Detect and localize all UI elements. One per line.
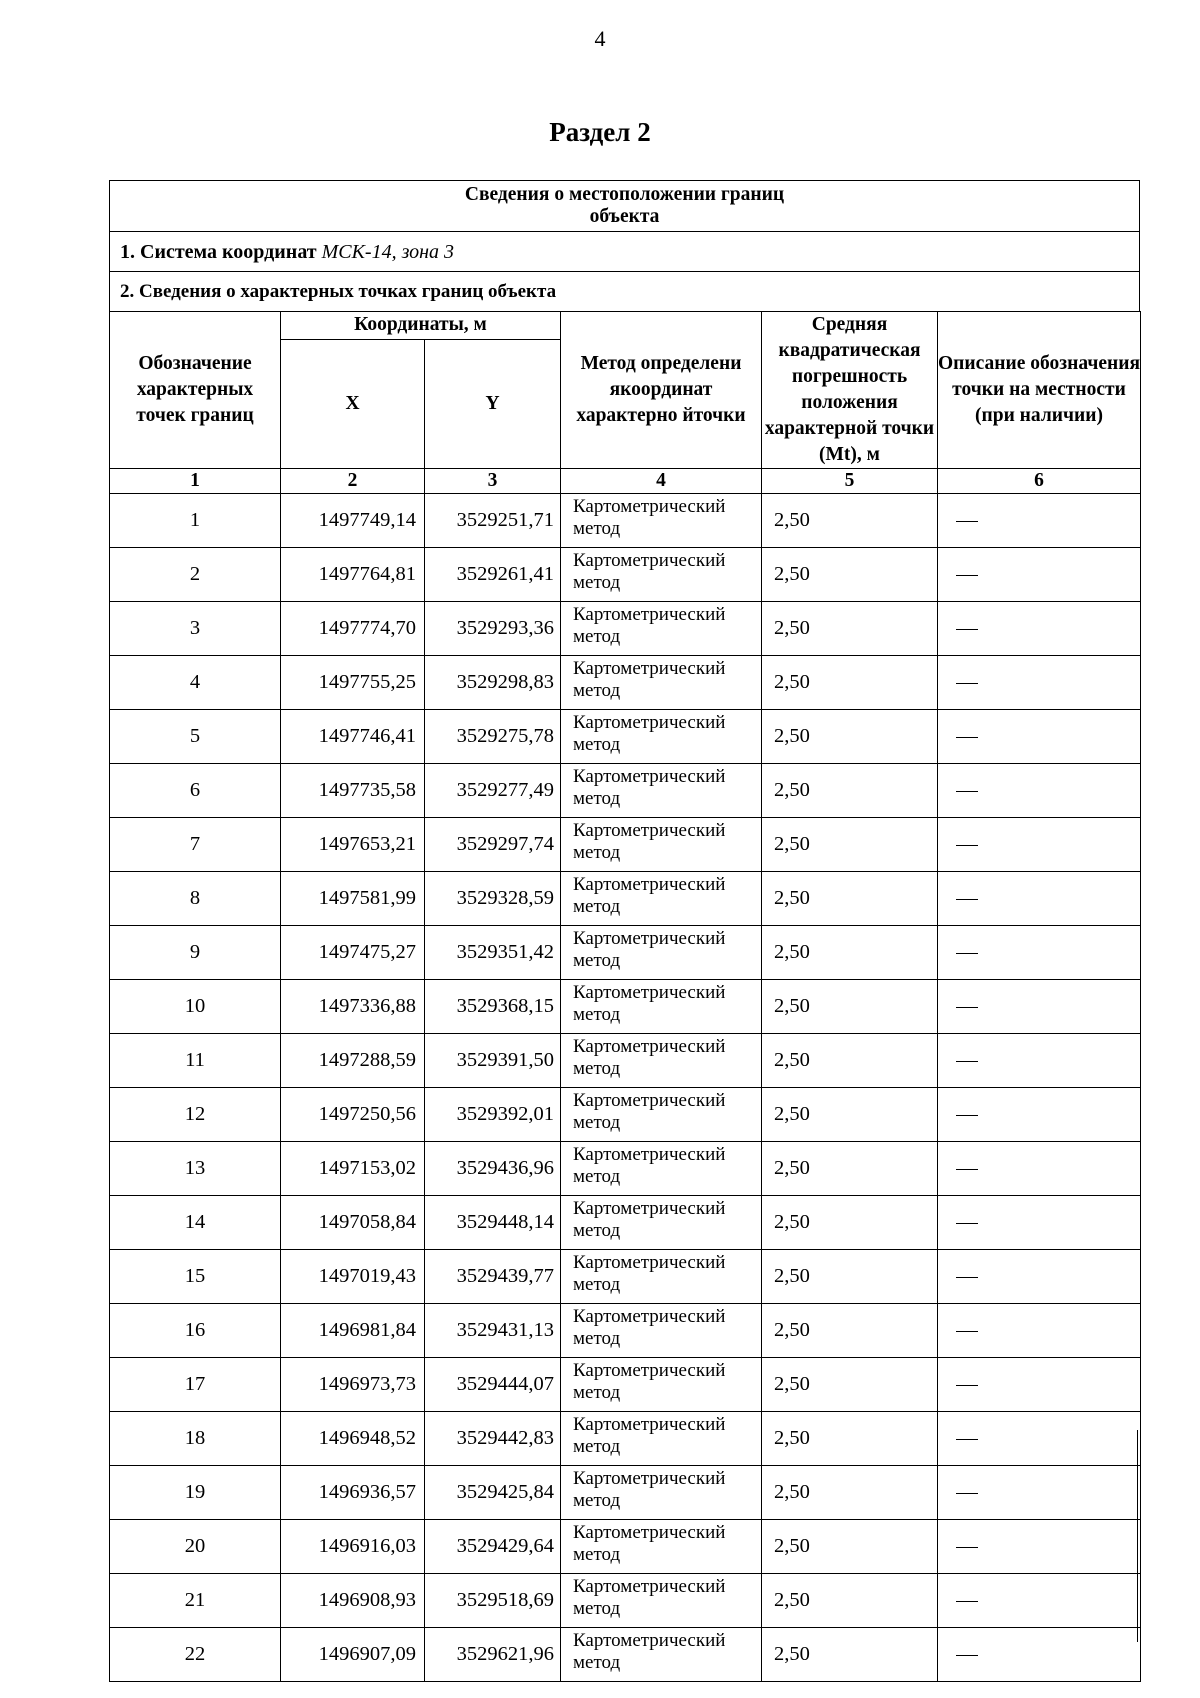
point-number-cell: 17 bbox=[110, 1358, 281, 1412]
description-cell bbox=[938, 1358, 1141, 1412]
column-header-x: X bbox=[281, 339, 425, 468]
dash-mark bbox=[956, 1547, 978, 1548]
error-cell: 2,50 bbox=[762, 818, 938, 872]
dash-mark bbox=[956, 791, 978, 792]
table-row bbox=[110, 548, 1141, 602]
method-cell: Картометрический метод bbox=[561, 710, 762, 764]
column-number: 5 bbox=[762, 469, 938, 494]
table-title-line1: Сведения о местоположении границ bbox=[464, 184, 785, 205]
y-coordinate-cell: 3529328,59 bbox=[425, 872, 561, 926]
x-coordinate-cell: 1497336,88 bbox=[281, 980, 425, 1034]
y-coordinate-cell: 3529448,14 bbox=[425, 1196, 561, 1250]
y-coordinate-cell: 3529351,42 bbox=[425, 926, 561, 980]
dash-mark bbox=[956, 521, 978, 522]
dash-mark bbox=[956, 1115, 978, 1116]
method-cell: Картометрический метод bbox=[561, 818, 762, 872]
dash-mark bbox=[956, 629, 978, 630]
column-header-description: Описание обозначения точки на местности (при наличии) bbox=[938, 312, 1141, 469]
dash-mark bbox=[956, 1439, 978, 1440]
page-number: 4 bbox=[594, 26, 606, 51]
point-number-cell: 13 bbox=[110, 1142, 281, 1196]
x-coordinate-cell: 1497764,81 bbox=[281, 548, 425, 602]
boundary-table bbox=[109, 180, 1140, 1673]
column-header-y: Y bbox=[425, 339, 561, 468]
coordinate-system-label: 1. Система координат bbox=[120, 241, 317, 263]
table-title bbox=[109, 180, 1140, 232]
description-cell bbox=[938, 1034, 1141, 1088]
error-cell: 2,50 bbox=[762, 1142, 938, 1196]
dash-mark bbox=[956, 1169, 978, 1170]
description-cell bbox=[938, 764, 1141, 818]
method-cell: Картометрический метод bbox=[561, 1304, 762, 1358]
point-number-cell: 21 bbox=[110, 1574, 281, 1628]
point-number-cell: 1 bbox=[110, 494, 281, 548]
method-cell: Картометрический метод bbox=[561, 872, 762, 926]
method-cell: Картометрический метод bbox=[561, 926, 762, 980]
method-cell: Картометрический метод bbox=[561, 1520, 762, 1574]
dash-mark bbox=[956, 575, 978, 576]
dash-mark bbox=[956, 845, 978, 846]
description-cell bbox=[938, 710, 1141, 764]
y-coordinate-cell: 3529442,83 bbox=[425, 1412, 561, 1466]
error-cell: 2,50 bbox=[762, 1304, 938, 1358]
table-row bbox=[110, 980, 1141, 1034]
dash-mark bbox=[956, 953, 978, 954]
description-cell bbox=[938, 1142, 1141, 1196]
method-cell: Картометрический метод bbox=[561, 1466, 762, 1520]
method-cell: Картометрический метод bbox=[561, 1196, 762, 1250]
description-cell bbox=[938, 1574, 1141, 1628]
column-number: 3 bbox=[425, 469, 561, 494]
point-number-cell: 16 bbox=[110, 1304, 281, 1358]
point-number-cell: 12 bbox=[110, 1088, 281, 1142]
x-coordinate-cell: 1497058,84 bbox=[281, 1196, 425, 1250]
error-cell: 2,50 bbox=[762, 1466, 938, 1520]
description-cell bbox=[938, 1628, 1141, 1682]
error-cell: 2,50 bbox=[762, 872, 938, 926]
method-cell: Картометрический метод bbox=[561, 494, 762, 548]
dash-mark bbox=[956, 1061, 978, 1062]
description-cell bbox=[938, 1196, 1141, 1250]
description-cell bbox=[938, 1412, 1141, 1466]
x-coordinate-cell: 1496908,93 bbox=[281, 1574, 425, 1628]
dash-mark bbox=[956, 1331, 978, 1332]
dash-mark bbox=[956, 1223, 978, 1224]
x-coordinate-cell: 1497581,99 bbox=[281, 872, 425, 926]
point-number-cell: 19 bbox=[110, 1466, 281, 1520]
point-number-cell: 20 bbox=[110, 1520, 281, 1574]
table-row bbox=[110, 1142, 1141, 1196]
x-coordinate-cell: 1497288,59 bbox=[281, 1034, 425, 1088]
point-number-cell: 2 bbox=[110, 548, 281, 602]
y-coordinate-cell: 3529261,41 bbox=[425, 548, 561, 602]
error-cell: 2,50 bbox=[762, 1196, 938, 1250]
description-cell bbox=[938, 494, 1141, 548]
y-coordinate-cell: 3529298,83 bbox=[425, 656, 561, 710]
x-coordinate-cell: 1497475,27 bbox=[281, 926, 425, 980]
description-cell bbox=[938, 1466, 1141, 1520]
y-coordinate-cell: 3529277,49 bbox=[425, 764, 561, 818]
x-coordinate-cell: 1497653,21 bbox=[281, 818, 425, 872]
table-row bbox=[110, 926, 1141, 980]
y-coordinate-cell: 3529425,84 bbox=[425, 1466, 561, 1520]
coordinate-system-row bbox=[109, 231, 1140, 272]
point-number-cell: 10 bbox=[110, 980, 281, 1034]
error-cell: 2,50 bbox=[762, 1574, 938, 1628]
y-coordinate-cell: 3529293,36 bbox=[425, 602, 561, 656]
error-cell: 2,50 bbox=[762, 1250, 938, 1304]
error-cell: 2,50 bbox=[762, 494, 938, 548]
x-coordinate-cell: 1496907,09 bbox=[281, 1628, 425, 1682]
column-number: 6 bbox=[938, 469, 1141, 494]
point-number-cell: 15 bbox=[110, 1250, 281, 1304]
column-header-coordinates: Координаты, м bbox=[281, 312, 561, 340]
point-number-cell: 14 bbox=[110, 1196, 281, 1250]
x-coordinate-cell: 1496916,03 bbox=[281, 1520, 425, 1574]
y-coordinate-cell: 3529251,71 bbox=[425, 494, 561, 548]
description-cell bbox=[938, 1250, 1141, 1304]
point-number-cell: 8 bbox=[110, 872, 281, 926]
point-number-cell: 3 bbox=[110, 602, 281, 656]
point-number-cell: 9 bbox=[110, 926, 281, 980]
table-row bbox=[110, 1628, 1141, 1682]
point-number-cell: 11 bbox=[110, 1034, 281, 1088]
error-cell: 2,50 bbox=[762, 1628, 938, 1682]
table-row bbox=[110, 1574, 1141, 1628]
table-row bbox=[110, 1466, 1141, 1520]
dash-mark bbox=[956, 1655, 978, 1656]
table-row bbox=[110, 1034, 1141, 1088]
description-cell bbox=[938, 980, 1141, 1034]
x-coordinate-cell: 1497153,02 bbox=[281, 1142, 425, 1196]
x-coordinate-cell: 1497019,43 bbox=[281, 1250, 425, 1304]
error-cell: 2,50 bbox=[762, 656, 938, 710]
point-number-cell: 18 bbox=[110, 1412, 281, 1466]
table-row bbox=[110, 1520, 1141, 1574]
method-cell: Картометрический метод bbox=[561, 1088, 762, 1142]
x-coordinate-cell: 1497749,14 bbox=[281, 494, 425, 548]
dash-mark bbox=[956, 1493, 978, 1494]
table-row bbox=[110, 1250, 1141, 1304]
x-coordinate-cell: 1497755,25 bbox=[281, 656, 425, 710]
points-heading: 2. Сведения о характерных точках границ объекта bbox=[109, 271, 1140, 312]
x-coordinate-cell: 1496936,57 bbox=[281, 1466, 425, 1520]
description-cell bbox=[938, 1304, 1141, 1358]
column-number: 4 bbox=[561, 469, 762, 494]
error-cell: 2,50 bbox=[762, 710, 938, 764]
dash-mark bbox=[956, 899, 978, 900]
y-coordinate-cell: 3529368,15 bbox=[425, 980, 561, 1034]
table-row bbox=[110, 494, 1141, 548]
method-cell: Картометрический метод bbox=[561, 1358, 762, 1412]
method-cell: Картометрический метод bbox=[561, 656, 762, 710]
error-cell: 2,50 bbox=[762, 764, 938, 818]
x-coordinate-cell: 1496948,52 bbox=[281, 1412, 425, 1466]
column-header-designation: Обозначение характерных точек границ bbox=[110, 312, 281, 469]
method-cell: Картометрический метод bbox=[561, 1034, 762, 1088]
coordinate-system-value: МСК-14, зона 3 bbox=[321, 241, 455, 263]
dash-mark bbox=[956, 737, 978, 738]
description-cell bbox=[938, 602, 1141, 656]
description-cell bbox=[938, 656, 1141, 710]
column-header-error bbox=[762, 312, 938, 469]
method-cell: Картометрический метод bbox=[561, 602, 762, 656]
section-title: Раздел 2 bbox=[549, 117, 651, 147]
table-row bbox=[110, 656, 1141, 710]
table-row bbox=[110, 602, 1141, 656]
method-cell: Картометрический метод bbox=[561, 1574, 762, 1628]
x-coordinate-cell: 1496973,73 bbox=[281, 1358, 425, 1412]
table-row bbox=[110, 1304, 1141, 1358]
y-coordinate-cell: 3529436,96 bbox=[425, 1142, 561, 1196]
table-row bbox=[110, 1358, 1141, 1412]
description-cell bbox=[938, 872, 1141, 926]
description-cell bbox=[938, 818, 1141, 872]
y-coordinate-cell: 3529431,13 bbox=[425, 1304, 561, 1358]
point-number-cell: 22 bbox=[110, 1628, 281, 1682]
dash-mark bbox=[956, 1277, 978, 1278]
method-cell: Картометрический метод bbox=[561, 1412, 762, 1466]
point-number-cell: 5 bbox=[110, 710, 281, 764]
dash-mark bbox=[956, 1385, 978, 1386]
method-cell: Картометрический метод bbox=[561, 548, 762, 602]
description-cell bbox=[938, 926, 1141, 980]
error-cell: 2,50 bbox=[762, 1520, 938, 1574]
error-cell: 2,50 bbox=[762, 1358, 938, 1412]
error-cell: 2,50 bbox=[762, 1412, 938, 1466]
dash-mark bbox=[956, 1007, 978, 1008]
y-coordinate-cell: 3529297,74 bbox=[425, 818, 561, 872]
column-header-method: Метод определени якоординат характерно йточки bbox=[561, 312, 762, 469]
error-cell: 2,50 bbox=[762, 548, 938, 602]
right-double-border bbox=[1137, 1430, 1141, 1642]
table-row bbox=[110, 818, 1141, 872]
error-cell: 2,50 bbox=[762, 1034, 938, 1088]
description-cell bbox=[938, 548, 1141, 602]
x-coordinate-cell: 1496981,84 bbox=[281, 1304, 425, 1358]
x-coordinate-cell: 1497250,56 bbox=[281, 1088, 425, 1142]
y-coordinate-cell: 3529275,78 bbox=[425, 710, 561, 764]
point-number-cell: 7 bbox=[110, 818, 281, 872]
y-coordinate-cell: 3529444,07 bbox=[425, 1358, 561, 1412]
method-cell: Картометрический метод bbox=[561, 980, 762, 1034]
column-number: 2 bbox=[281, 469, 425, 494]
y-coordinate-cell: 3529621,96 bbox=[425, 1628, 561, 1682]
description-cell bbox=[938, 1520, 1141, 1574]
method-cell: Картометрический метод bbox=[561, 1250, 762, 1304]
column-numbers-row bbox=[110, 469, 1141, 494]
column-number: 1 bbox=[110, 469, 281, 494]
table-row bbox=[110, 710, 1141, 764]
y-coordinate-cell: 3529518,69 bbox=[425, 1574, 561, 1628]
table-row bbox=[110, 1412, 1141, 1466]
error-cell: 2,50 bbox=[762, 602, 938, 656]
error-cell: 2,50 bbox=[762, 926, 938, 980]
y-coordinate-cell: 3529439,77 bbox=[425, 1250, 561, 1304]
points-table bbox=[109, 311, 1141, 1682]
y-coordinate-cell: 3529391,50 bbox=[425, 1034, 561, 1088]
dash-mark bbox=[956, 683, 978, 684]
y-coordinate-cell: 3529429,64 bbox=[425, 1520, 561, 1574]
table-row bbox=[110, 872, 1141, 926]
method-cell: Картометрический метод bbox=[561, 764, 762, 818]
x-coordinate-cell: 1497735,58 bbox=[281, 764, 425, 818]
x-coordinate-cell: 1497746,41 bbox=[281, 710, 425, 764]
column-header-error-text: Средняя квадратическая погрешность положения характерной точки (Mt), м bbox=[764, 314, 935, 465]
error-cell: 2,50 bbox=[762, 1088, 938, 1142]
table-title-line2: объекта bbox=[589, 206, 660, 227]
point-number-cell: 6 bbox=[110, 764, 281, 818]
point-number-cell: 4 bbox=[110, 656, 281, 710]
table-row bbox=[110, 1088, 1141, 1142]
dash-mark bbox=[956, 1601, 978, 1602]
y-coordinate-cell: 3529392,01 bbox=[425, 1088, 561, 1142]
table-row bbox=[110, 1196, 1141, 1250]
x-coordinate-cell: 1497774,70 bbox=[281, 602, 425, 656]
description-cell bbox=[938, 1088, 1141, 1142]
table-row bbox=[110, 764, 1141, 818]
method-cell: Картометрический метод bbox=[561, 1142, 762, 1196]
error-cell: 2,50 bbox=[762, 980, 938, 1034]
method-cell: Картометрический метод bbox=[561, 1628, 762, 1682]
